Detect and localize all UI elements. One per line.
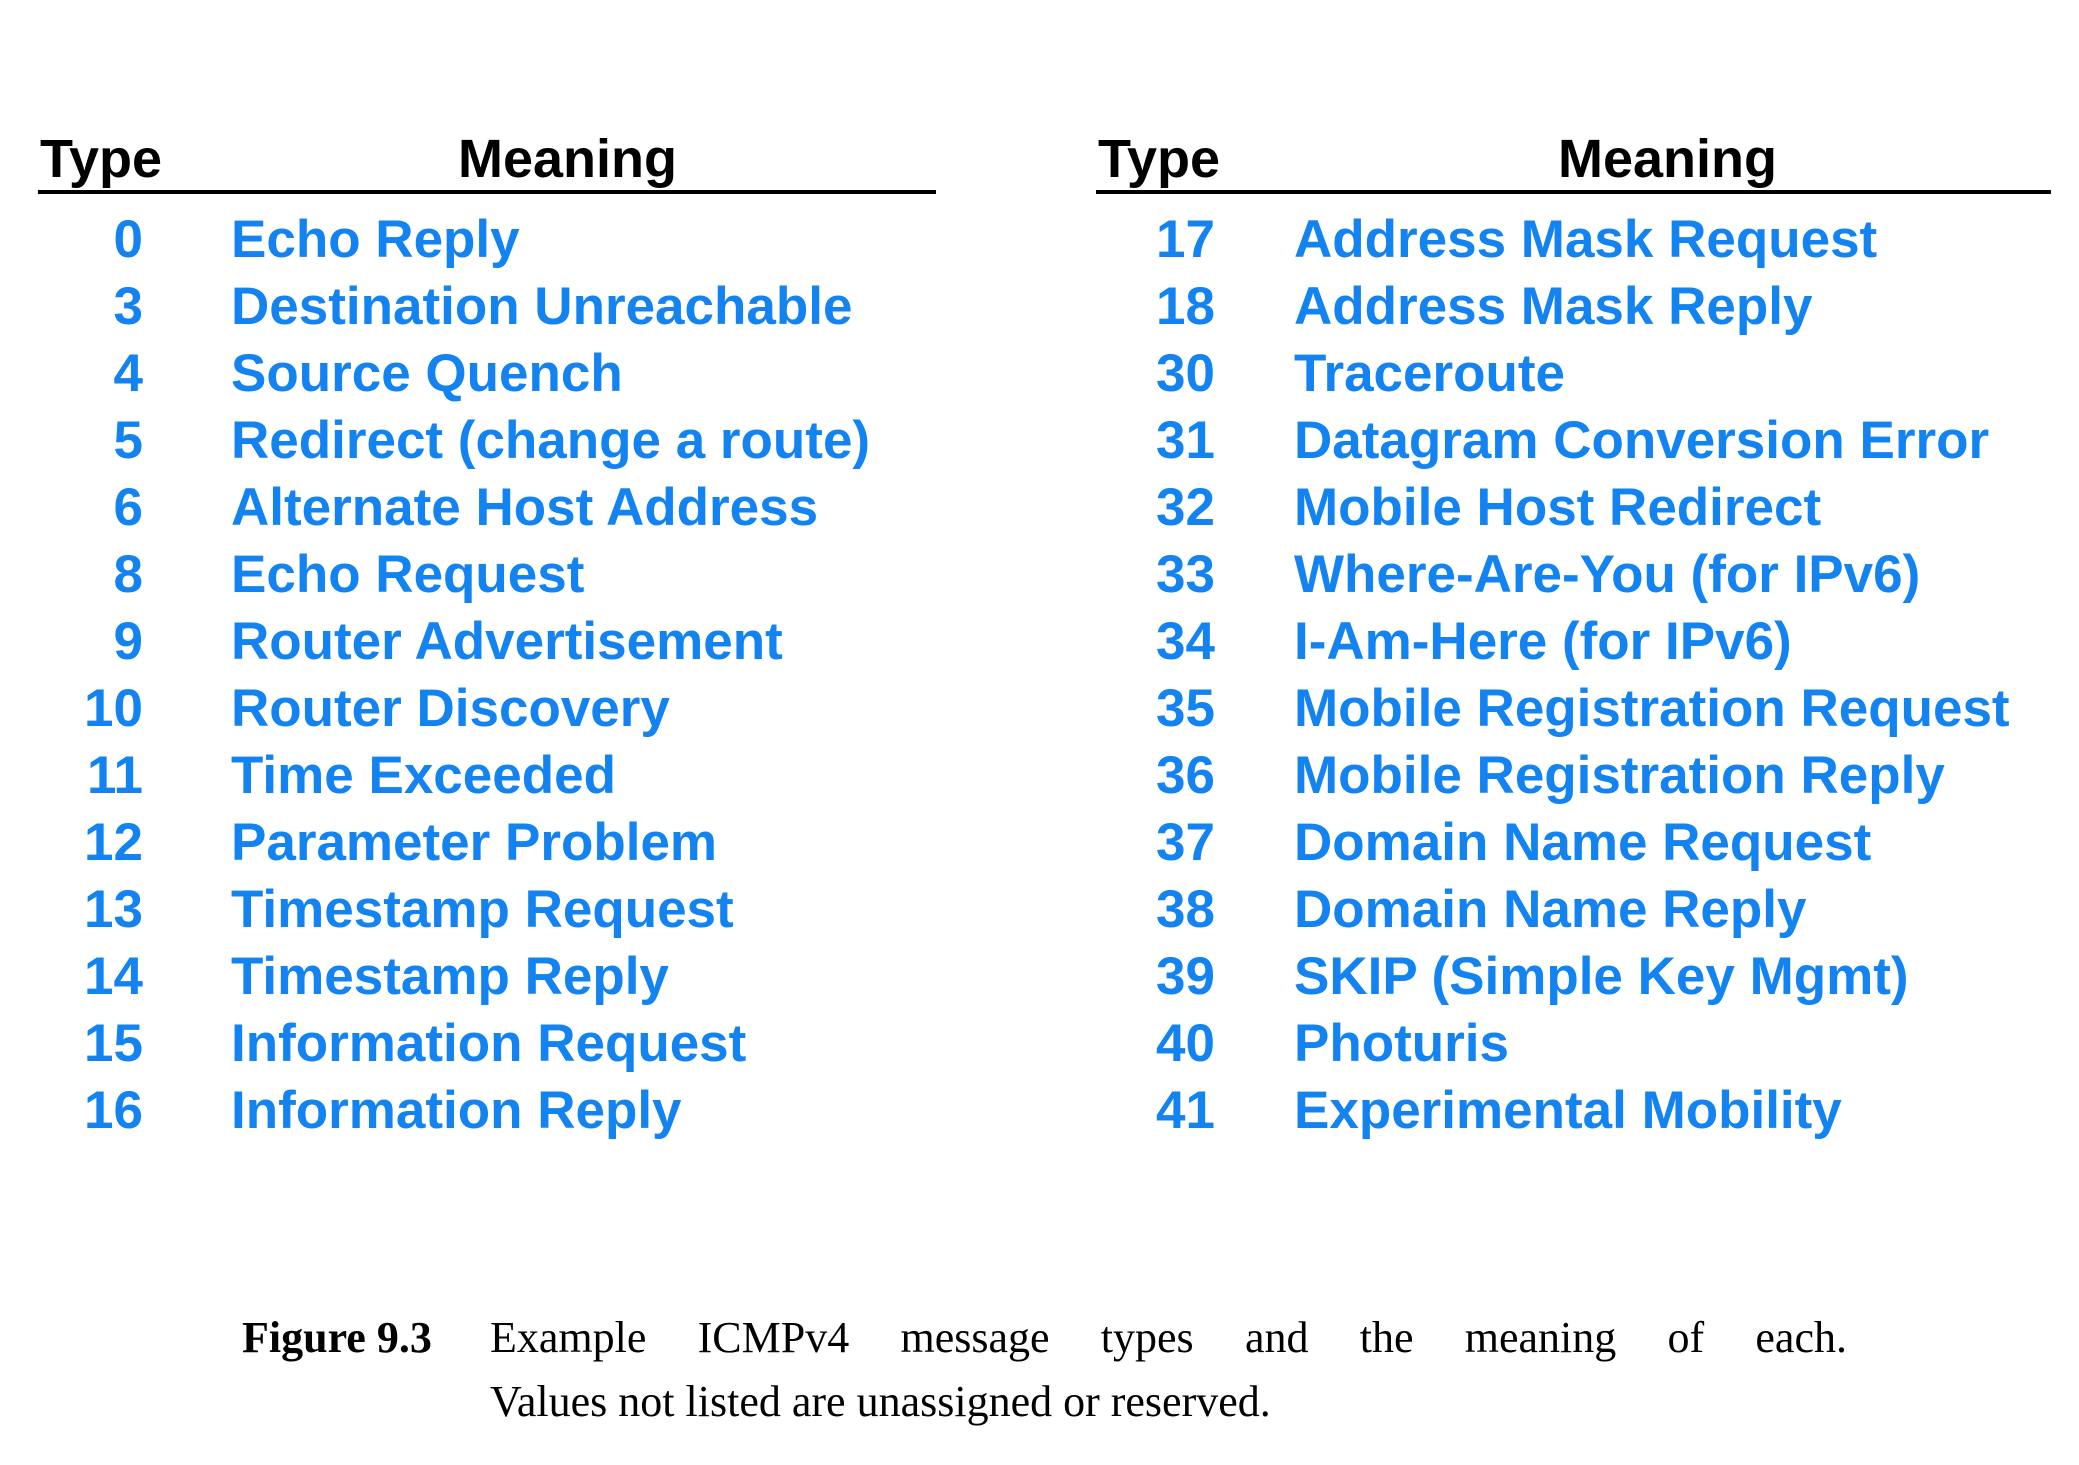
type-meaning: Timestamp Request [231, 880, 734, 939]
type-code: 34 [1156, 612, 1215, 671]
table-body [1096, 206, 2051, 1144]
type-meaning: Photuris [1294, 1014, 1509, 1073]
table-row [38, 876, 936, 943]
table-header [38, 118, 936, 194]
type-meaning: Traceroute [1294, 344, 1566, 403]
table-row [1096, 206, 2051, 273]
caption-line-1: Example ICMPv4 message types and the meaning of each. [490, 1313, 1847, 1362]
table-row [38, 809, 936, 876]
type-code: 39 [1156, 947, 1215, 1006]
type-meaning: Domain Name Request [1294, 813, 1872, 872]
type-code: 11 [86, 746, 143, 805]
type-code: 35 [1156, 679, 1215, 738]
type-code: 6 [113, 478, 143, 537]
table-row [38, 675, 936, 742]
table-row [38, 608, 936, 675]
type-meaning: SKIP (Simple Key Mgmt) [1294, 947, 1909, 1006]
type-meaning: Destination Unreachable [231, 277, 853, 336]
table-row [38, 474, 936, 541]
table-header [1096, 118, 2051, 194]
table-row [1096, 675, 2051, 742]
table-row [38, 206, 936, 273]
table-row [1096, 1010, 2051, 1077]
table-body [38, 206, 936, 1144]
caption-line-2: Values not listed are unassigned or reserved. [490, 1377, 1271, 1426]
type-code: 40 [1156, 1014, 1215, 1073]
meaning-column-header: Meaning [458, 129, 678, 189]
type-code: 12 [84, 813, 143, 872]
meaning-column-header: Meaning [1558, 129, 1778, 189]
table-row [38, 1010, 936, 1077]
type-code: 4 [113, 344, 143, 403]
table-row [1096, 273, 2051, 340]
type-code: 3 [113, 277, 143, 336]
type-meaning: Address Mask Request [1294, 210, 1878, 269]
type-meaning: Source Quench [231, 344, 623, 403]
type-code: 37 [1156, 813, 1215, 872]
type-meaning: Router Discovery [231, 679, 670, 738]
type-code: 32 [1156, 478, 1215, 537]
type-meaning: Parameter Problem [231, 813, 718, 872]
type-meaning: Alternate Host Address [231, 478, 819, 537]
right-type-table [1096, 118, 2051, 1144]
type-code: 17 [1156, 210, 1215, 269]
type-code: 14 [84, 947, 143, 1006]
type-meaning: Experimental Mobility [1294, 1081, 1842, 1140]
figure-label: Figure 9.3 [242, 1313, 432, 1362]
type-code: 33 [1156, 545, 1215, 604]
type-meaning: I-Am-Here (for IPv6) [1294, 612, 1792, 671]
table-row [1096, 876, 2051, 943]
caption-text [490, 1306, 1847, 1434]
table-row [1096, 340, 2051, 407]
type-meaning: Mobile Registration Request [1294, 679, 2010, 738]
type-code: 15 [84, 1014, 143, 1073]
type-meaning: Domain Name Reply [1294, 880, 1807, 939]
type-code: 31 [1156, 411, 1215, 470]
type-meaning: Time Exceeded [231, 746, 616, 805]
type-meaning: Mobile Host Redirect [1294, 478, 1822, 537]
type-column-header: Type [1098, 129, 1221, 189]
type-code: 13 [84, 880, 143, 939]
type-code: 10 [84, 679, 143, 738]
table-row [1096, 407, 2051, 474]
table-row [1096, 608, 2051, 675]
type-meaning: Mobile Registration Reply [1294, 746, 1945, 805]
table-row [1096, 809, 2051, 876]
type-meaning: Information Reply [231, 1081, 682, 1140]
table-row [38, 541, 936, 608]
type-code: 36 [1156, 746, 1215, 805]
type-meaning: Redirect (change a route) [231, 411, 871, 470]
type-code: 18 [1156, 277, 1215, 336]
type-meaning: Echo Request [231, 545, 585, 604]
table-row [38, 943, 936, 1010]
table-row [38, 742, 936, 809]
table-row [1096, 943, 2051, 1010]
table-row [1096, 742, 2051, 809]
type-code: 30 [1156, 344, 1215, 403]
type-meaning: Information Request [231, 1014, 747, 1073]
type-code: 38 [1156, 880, 1215, 939]
table-row [38, 1077, 936, 1144]
table-row [1096, 474, 2051, 541]
type-code: 9 [113, 612, 143, 671]
type-meaning: Address Mask Reply [1294, 277, 1813, 336]
type-meaning: Router Advertisement [231, 612, 783, 671]
type-code: 41 [1156, 1081, 1215, 1140]
type-code: 5 [113, 411, 143, 470]
type-code: 0 [113, 210, 143, 269]
table-row [38, 340, 936, 407]
type-column-header: Type [40, 129, 163, 189]
type-code: 16 [84, 1081, 143, 1140]
left-type-table [38, 118, 936, 1144]
table-row [1096, 1077, 2051, 1144]
type-meaning: Datagram Conversion Error [1294, 411, 1990, 470]
type-meaning: Timestamp Reply [231, 947, 669, 1006]
type-meaning: Echo Reply [231, 210, 520, 269]
type-code: 8 [113, 545, 143, 604]
type-meaning: Where-Are-You (for IPv6) [1294, 545, 1921, 604]
table-row [38, 273, 936, 340]
table-row [1096, 541, 2051, 608]
table-row [38, 407, 936, 474]
